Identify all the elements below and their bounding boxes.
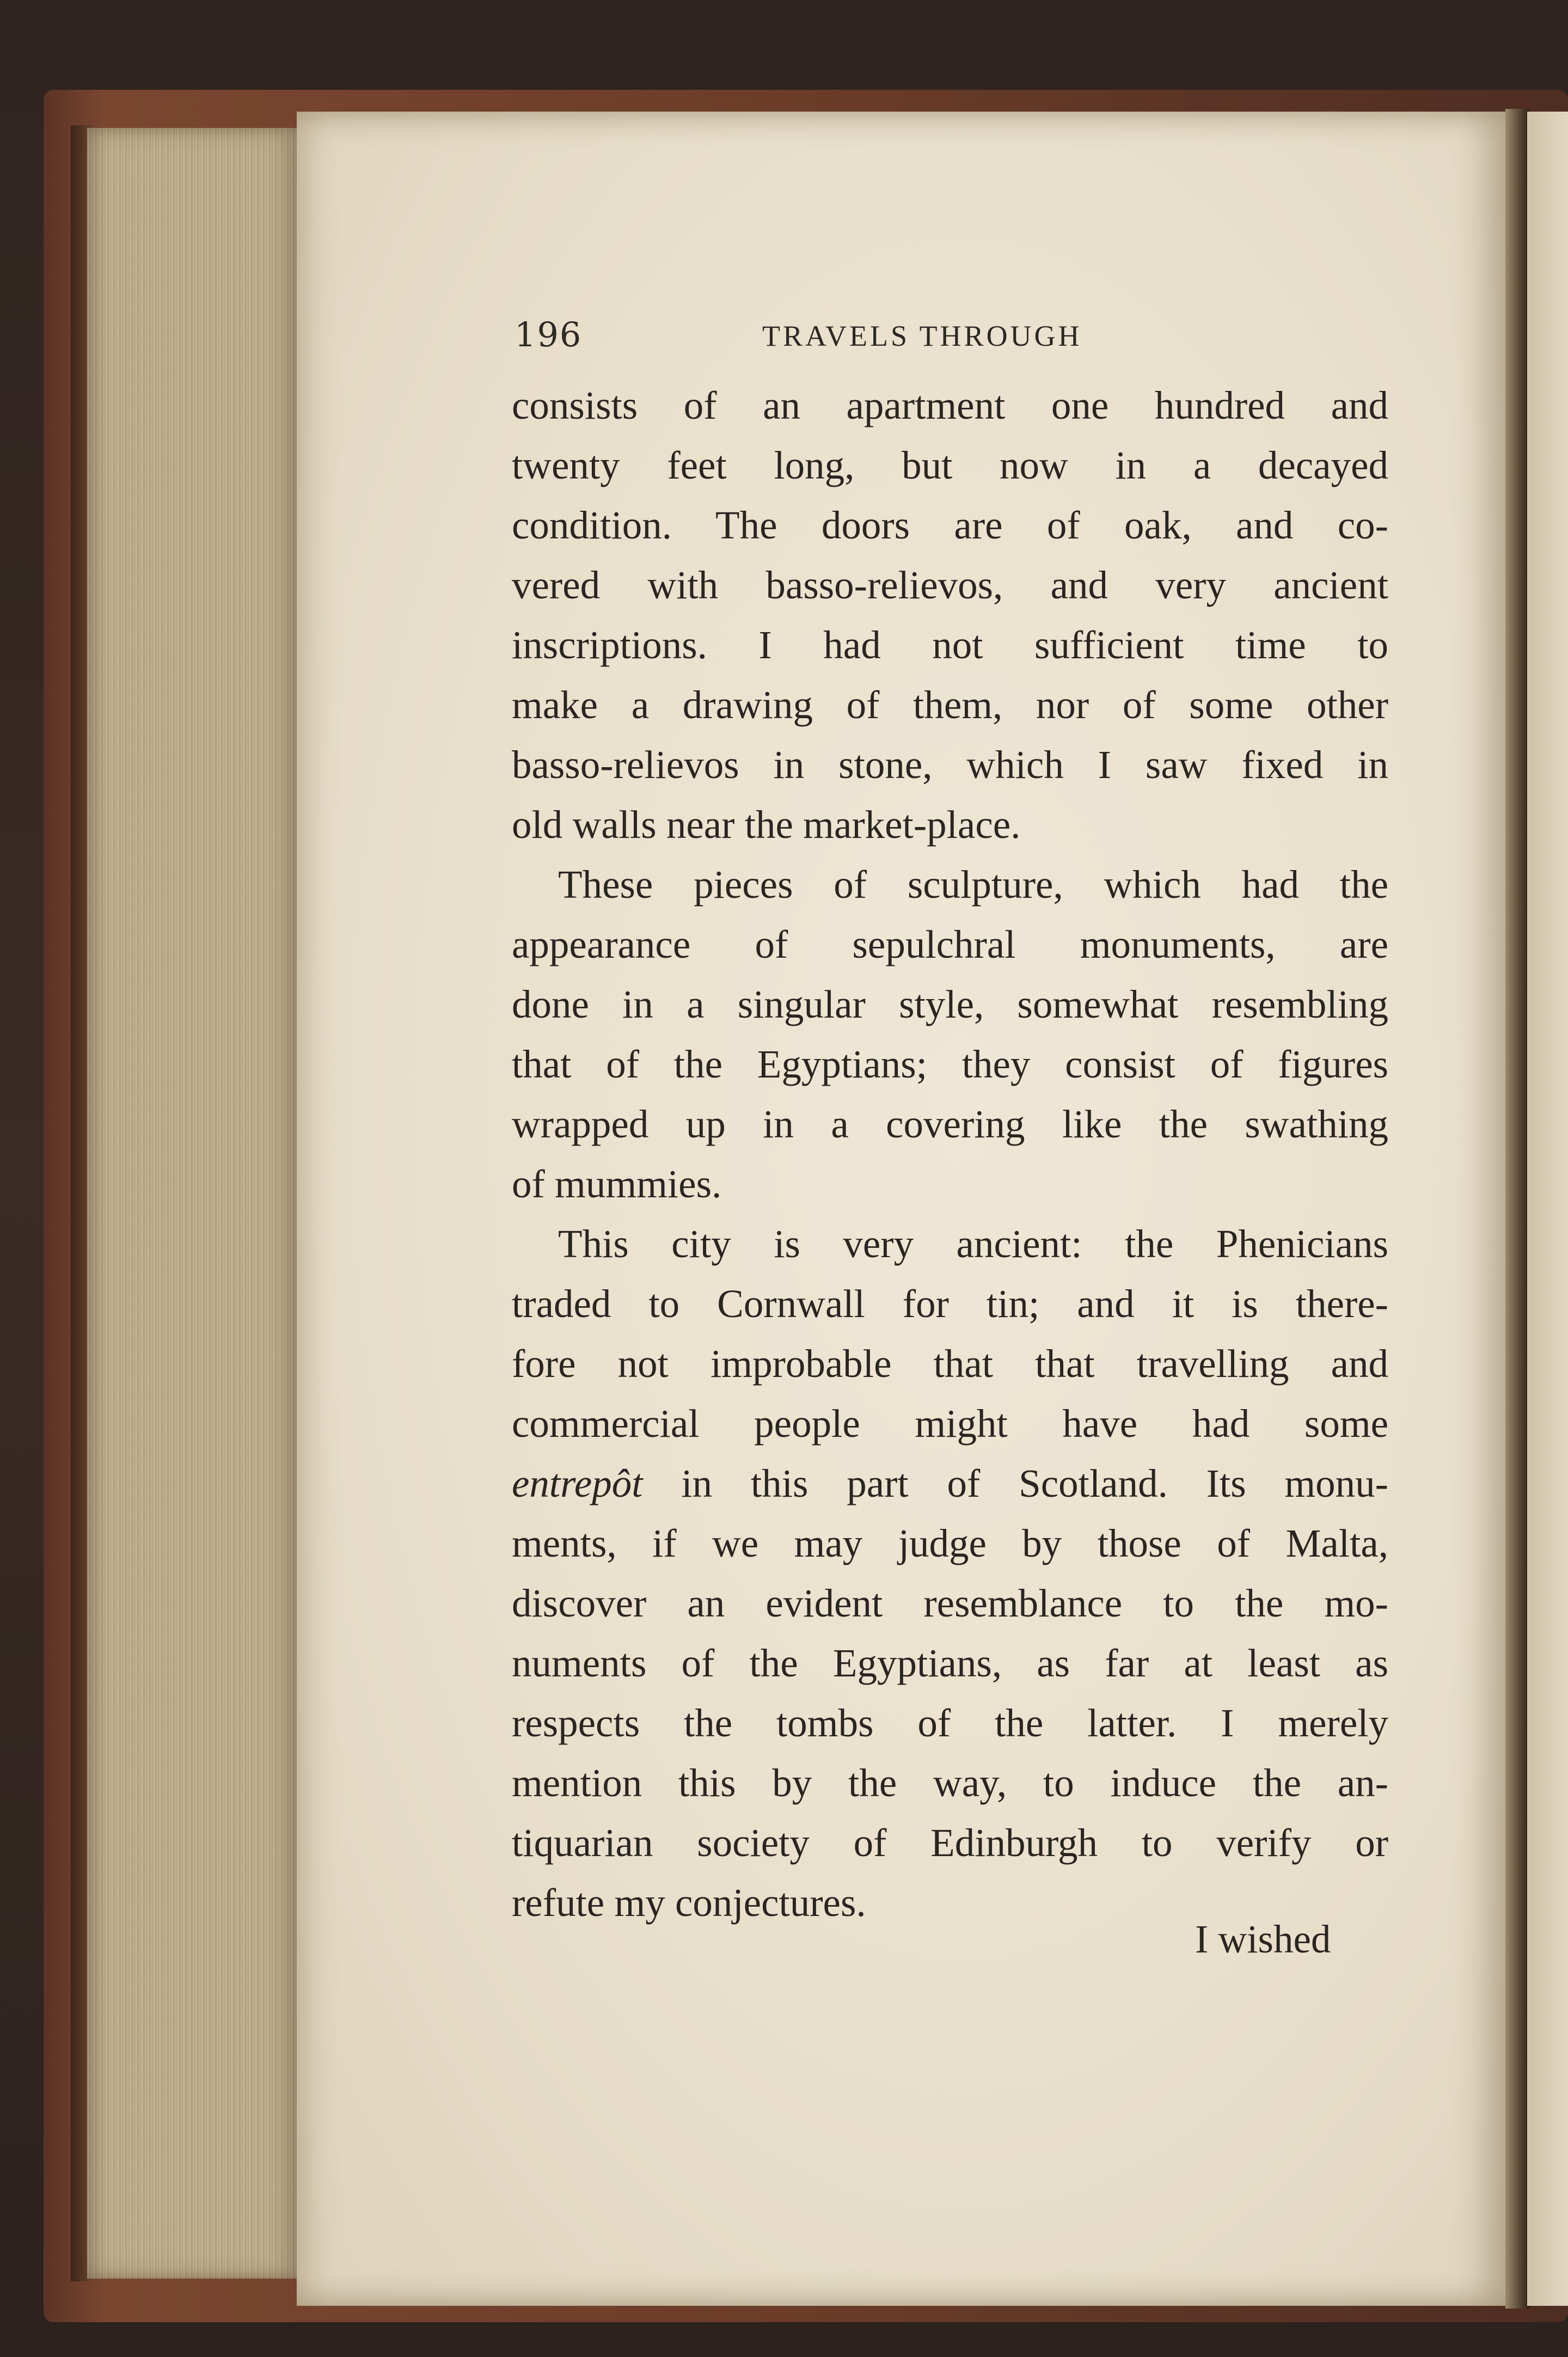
text-line: old walls near the market-place.: [512, 803, 1021, 847]
text-line: fore not improbable that that travelling and: [512, 1342, 1388, 1386]
facing-page-edge: [1527, 112, 1568, 2306]
text-line: of mummies.: [512, 1162, 722, 1206]
running-title: TRAVELS THROUGH: [762, 320, 1082, 352]
page-edges: [87, 128, 305, 2279]
text-line: basso-relievos in stone, which I saw fixed in: [512, 743, 1388, 787]
body-text: [512, 376, 1388, 1933]
text-line: inscriptions. I had not sufficient time to: [512, 623, 1388, 667]
text-line: traded to Cornwall for tin; and it is there-: [512, 1282, 1388, 1326]
text-line: that of the Egyptians; they consist of figures: [512, 1042, 1388, 1086]
text-line-rest: in this part of Scotland. Its monu-: [681, 1461, 1388, 1505]
italic-word: entrepôt: [512, 1461, 643, 1505]
text-line: mention this by the way, to induce the an-: [512, 1761, 1388, 1805]
text-line: discover an evident resemblance to the mo-: [512, 1581, 1388, 1625]
text-line: appearance of sepulchral monuments, are: [512, 922, 1388, 966]
text-line: These pieces of sculpture, which had the: [558, 862, 1388, 907]
text-line: tiquarian society of Edinburgh to verify or: [512, 1821, 1388, 1865]
text-line: make a drawing of them, nor of some other: [512, 683, 1388, 727]
text-line: vered with basso-relievos, and very ancient: [512, 563, 1388, 607]
text-line: respects the tombs of the latter. I merely: [512, 1701, 1388, 1745]
text-line: refute my conjectures.: [512, 1881, 866, 1925]
catchword: I wished: [1195, 1917, 1331, 1961]
text-line: consists of an apartment one hundred and: [512, 383, 1388, 427]
text-line: ments, if we may judge by those of Malta,: [512, 1521, 1388, 1565]
text-line: [512, 1454, 1388, 1514]
text-line: This city is very ancient: the Phenicians: [558, 1222, 1388, 1266]
text-line: wrapped up in a covering like the swathing: [512, 1102, 1388, 1146]
text-line: twenty feet long, but now in a decayed: [512, 443, 1388, 487]
book-gutter: [1505, 109, 1530, 2309]
text-line: commercial people might have had some: [512, 1401, 1388, 1446]
text-line: done in a singular style, somewhat resembling: [512, 982, 1388, 1026]
text-line: condition. The doors are of oak, and co-: [512, 503, 1388, 547]
page-number: 196: [514, 315, 583, 354]
text-line: numents of the Egyptians, as far at least as: [512, 1641, 1388, 1685]
